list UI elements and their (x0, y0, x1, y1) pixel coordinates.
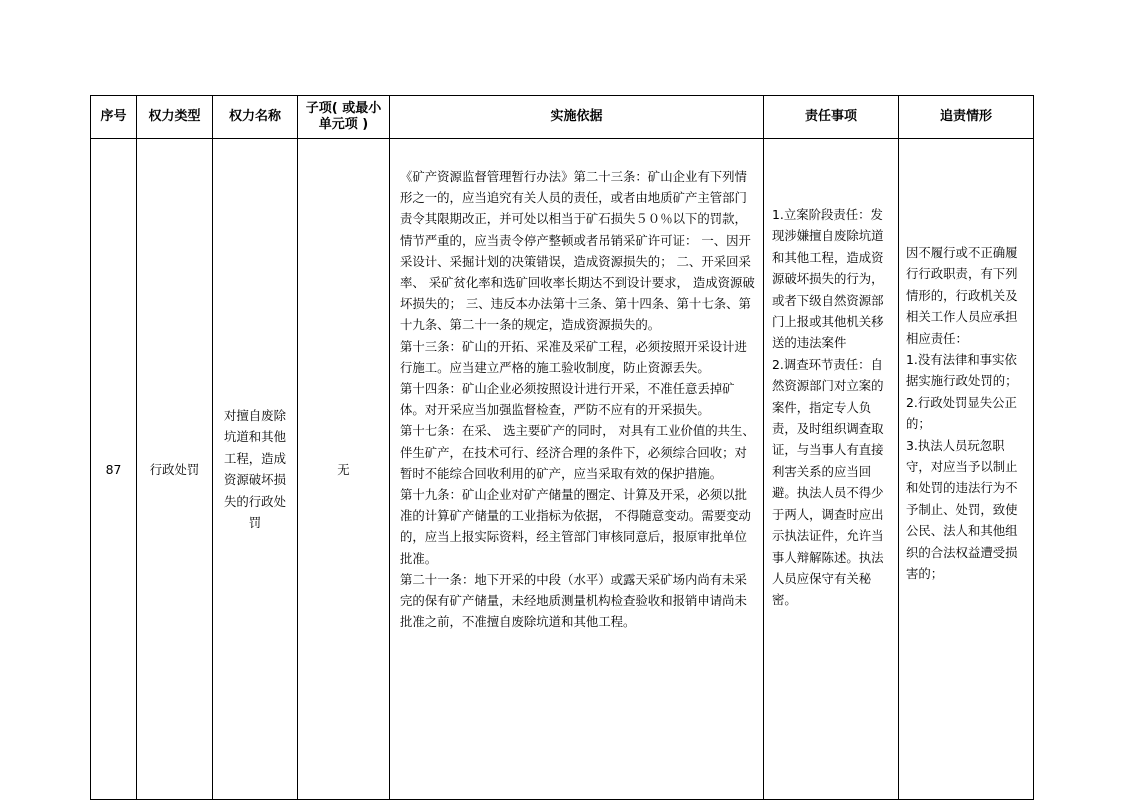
accountability-paragraph: 3.执法人员玩忽职守，对应当予以制止和处罚的违法行为不予制止、处罚，致使公民、法人和其他组织的合法权益遭受损害的； (906, 437, 1018, 582)
accountability-paragraph: 因不履行或不正确履行行政职责，有下列情形的，行政机关及相关工作人员应承担相应责任： (906, 245, 1018, 346)
responsibility-paragraph: 1.立案阶段责任：发现涉嫌擅自废除坑道和其他工程，造成资源破坏损失的行为，或者下级自然资源部门上报或其他机关移送的违法案件 (772, 207, 884, 351)
cell-sub-item: 无 (298, 139, 390, 800)
header-row (91, 96, 1034, 139)
cell-seq: 87 (91, 139, 137, 800)
cell-basis (390, 139, 764, 800)
basis-paragraph: 《矿产资源监督管理暂行办法》第二十三条：矿山企业有下列情形之一的，应当追究有关人员的责任，或者由地质矿产主管部门责令其限期改正，并可处以相当于矿石损失５０％以下的罚款，情节严重的，应当责令停产整顿或者吊销采矿许可证： 一、因开采设计、采掘计划的决策错误，造成资源损失的； 二、开采回采率、 采矿贫化率和选矿回收率长期达不到设计要求， 造成资源破坏损失的； 三、违反本办法第十三条、第十四条、第十七条、第十九条、第二十一条的规定，造成资源损失的。 (400, 169, 755, 333)
basis-paragraph: 第十三条：矿山的开拓、采准及采矿工程，必须按照开采设计进行施工。应当建立严格的施工验收制度，防止资源丢失。 (400, 338, 747, 375)
cell-power-name: 对擅自废除坑道和其他工程，造成资源破坏损失的行政处罚 (213, 139, 298, 800)
cell-power-type: 行政处罚 (137, 139, 213, 800)
basis-paragraph: 第十九条：矿山企业对矿产储量的圈定、计算及开采，必须以批准的计算矿产储量的工业指标为依据， 不得随意变动。需要变动的，应当上报实际资料，经主管部门审核同意后，报原审批单位批准。 (400, 487, 751, 566)
table-row (91, 139, 1034, 800)
accountability-paragraph: 2.行政处罚显失公正的； (906, 394, 1017, 432)
basis-paragraph: 第十七条：在采、 选主要矿产的同时， 对具有工业价值的共生、伴生矿产，在技术可行、经济合理的条件下，必须综合回收；对暂时不能综合回收利用的矿产，应当采取有效的保护措施。 (400, 423, 755, 481)
header-sub-item: 子项( 或最小单元项 ) (298, 96, 390, 139)
responsibility-paragraph: 2.调查环节责任：自然资源部门对立案的案件，指定专人负责，及时组织调查取证，与当事人有直接利害关系的应当回避。执法人员不得少于两人，调查时应出示执法证件，允许当事人辩解陈述。执法人员应保守有关秘密。 (772, 356, 884, 608)
cell-responsibility (764, 139, 899, 800)
basis-paragraph: 第十四条：矿山企业必须按照设计进行开采，不准任意丢掉矿体。对开采应当加强监督检查，严防不应有的开采损失。 (400, 381, 735, 418)
header-basis: 实施依据 (390, 96, 764, 139)
power-list-table (90, 95, 1034, 800)
header-seq: 序号 (91, 96, 137, 139)
accountability-paragraph: 1.没有法律和事实依据实施行政处罚的； (906, 352, 1018, 389)
basis-paragraph: 第二十一条：地下开采的中段（水平）或露天采矿场内尚有未采完的保有矿产储量，未经地质测量机构检查验收和报销申请尚未批准之前，不准擅自废除坑道和其他工程。 (400, 571, 747, 630)
header-power-type: 权力类型 (137, 96, 213, 139)
header-responsibility: 责任事项 (764, 96, 899, 139)
header-accountability: 追责情形 (899, 96, 1034, 139)
header-power-name: 权力名称 (213, 96, 298, 139)
cell-accountability (899, 139, 1034, 800)
